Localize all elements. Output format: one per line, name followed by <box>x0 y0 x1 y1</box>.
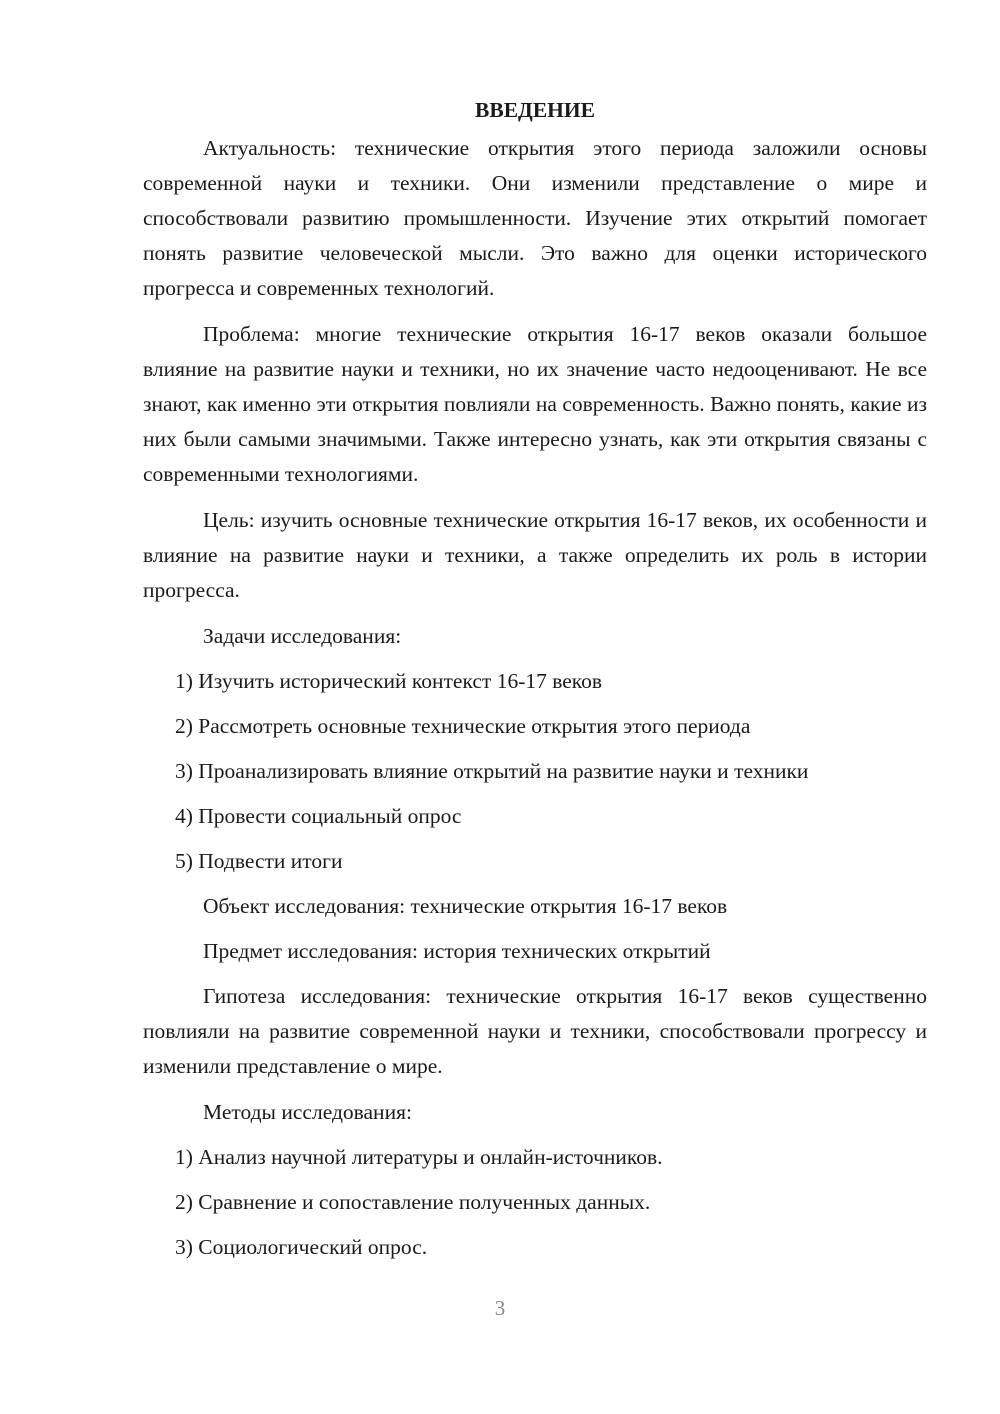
subject-line: Предмет исследования: история технических открытий <box>203 939 711 963</box>
hypothesis-paragraph: Гипотеза исследования: технические открытия 16-17 веков существенно повлияли на развитие современной науки и техники, способствовали прогрессу и изменили представление о мире. <box>143 984 927 1078</box>
list-item: 2) Рассмотреть основные технические открытия этого периода <box>175 714 751 738</box>
page-number: 3 <box>494 1296 506 1320</box>
problem-paragraph: Проблема: многие технические открытия 16-17 веков оказали большое влияние на развитие науки и техники, но их значение часто недооценивают. Не все знают, как именно эти открытия повлияли на современность. Важно понять, какие из них были самыми значимыми. Также интересно узнать, как эти открытия связаны с современными технологиями. <box>143 322 927 486</box>
object-line: Объект исследования: технические открытия 16-17 веков <box>203 894 728 918</box>
methods-list <box>143 1140 927 1265</box>
methods-heading: Методы исследования: <box>203 1100 412 1124</box>
tasks-heading: Задачи исследования: <box>203 624 402 648</box>
list-item: 4) Провести социальный опрос <box>175 804 462 828</box>
relevance-paragraph: Актуальность: технические открытия этого периода заложили основы современной науки и техники. Они изменили представление о мире и способствовали развитию промышленности. Изучение этих открытий помогает понять развитие человеческой мысли. Это важно для оценки исторического прогресса и современных технологий. <box>143 136 927 300</box>
tasks-list <box>143 664 927 879</box>
list-item: 2) Сравнение и сопоставление полученных данных. <box>175 1190 651 1214</box>
list-item: 3) Социологический опрос. <box>175 1235 428 1259</box>
list-item: 1) Изучить исторический контекст 16-17 веков <box>175 669 603 693</box>
goal-paragraph: Цель: изучить основные технические открытия 16-17 веков, их особенности и влияние на развитие науки и техники, а также определить их роль в истории прогресса. <box>143 508 927 602</box>
list-item: 1) Анализ научной литературы и онлайн-источников. <box>175 1145 663 1169</box>
list-item: 5) Подвести итоги <box>175 849 343 873</box>
section-title: ВВЕДЕНИЕ <box>475 98 595 122</box>
list-item: 3) Проанализировать влияние открытий на развитие науки и техники <box>175 759 809 783</box>
document-page <box>143 92 927 1275</box>
